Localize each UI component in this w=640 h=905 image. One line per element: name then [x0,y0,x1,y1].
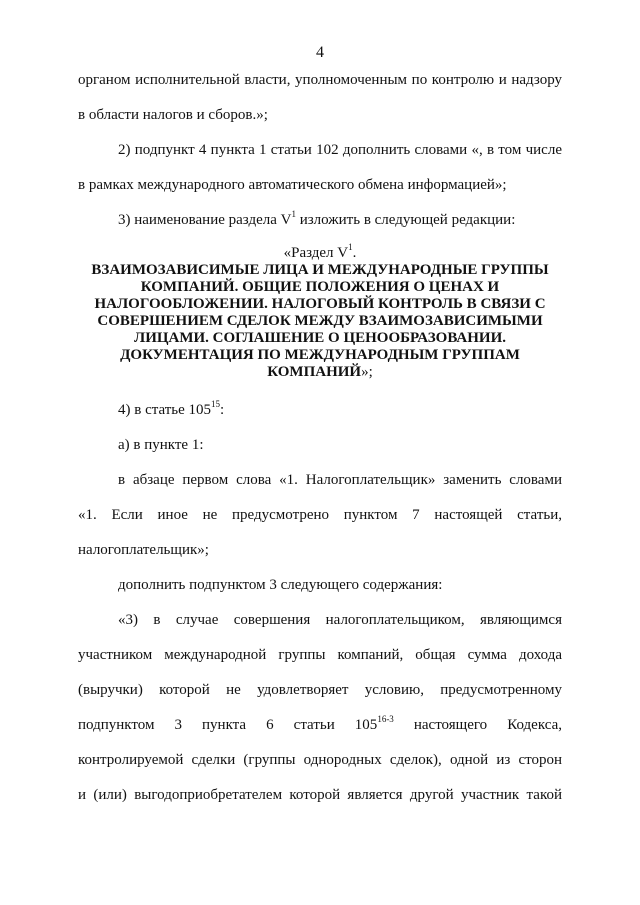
text-line: (выручки) которой не удовлетворяет условию, предусмотренному [78,682,562,698]
text-line: 2) подпункт 4 пункта 1 статьи 102 дополнить словами «, в том числе [118,142,562,158]
text-line [118,211,562,229]
text-line: участником международной группы компаний, общая сумма дохода [78,647,562,663]
section-heading-line: ВЗАИМОЗАВИСИМЫЕ ЛИЦА И МЕЖДУНАРОДНЫЕ ГРУППЫ [91,262,549,278]
text-line: в абзаце первом слова «1. Налогоплательщик» заменить словами [118,472,562,488]
text-line [78,716,562,734]
superscript: 15 [211,399,221,409]
text-fragment: 4) в статье 105 [118,402,212,418]
text-fragment: »; [361,364,373,380]
text-fragment: подпунктом 3 пункта 6 статьи 105 [78,717,378,733]
text-line: дополнить подпунктом 3 следующего содержания: [118,577,443,593]
section-heading-line: ДОКУМЕНТАЦИЯ ПО МЕЖДУНАРОДНЫМ ГРУППАМ [120,347,520,363]
section-heading-line: СОВЕРШЕНИЕМ СДЕЛОК МЕЖДУ ВЗАИМОЗАВИСИМЫМИ [97,313,543,329]
text-line: а) в пункте 1: [118,437,204,453]
text-line: «1. Если иное не предусмотрено пунктом 7 настоящей статьи, [78,507,562,523]
section-label [78,244,562,262]
section-heading-line: КОМПАНИЙ. ОБЩИЕ ПОЛОЖЕНИЯ О ЦЕНАХ И [140,279,500,295]
page-number: 4 [316,44,324,61]
section-heading-line: ЛИЦАМИ. СОГЛАШЕНИЕ О ЦЕНООБРАЗОВАНИИ. [134,330,506,346]
text-line: и (или) выгодоприобретателем которой является другой участник такой [78,787,562,803]
section-heading-line [78,364,562,381]
text-fragment: «Раздел V [283,245,349,261]
text-fragment: . [352,245,357,261]
superscript: 1 [291,209,296,219]
text-line: налогоплательщик»; [78,542,209,558]
section-heading-line: НАЛОГООБЛОЖЕНИИ. НАЛОГОВЫЙ КОНТРОЛЬ В СВЯЗИ С [94,296,546,312]
text-fragment: : [220,402,225,418]
text-fragment: 3) наименование раздела V [118,212,292,228]
text-line: в рамках международного автоматического обмена информацией»; [78,177,507,193]
text-fragment: изложить в следующей редакции: [295,212,516,228]
superscript: 16-3 [377,714,394,724]
text-fragment: настоящего Кодекса, [393,717,562,733]
superscript: 1 [348,242,353,252]
text-line [118,401,562,419]
text-line: в области налогов и сборов.»; [78,107,268,123]
text-fragment: КОМПАНИЙ [267,364,362,380]
text-line: органом исполнительной власти, уполномоченным по контролю и надзору [78,72,562,88]
text-line: «3) в случае совершения налогоплательщиком, являющимся [118,612,562,628]
text-line: контролируемой сделки (группы однородных сделок), одной из сторон [78,752,562,768]
